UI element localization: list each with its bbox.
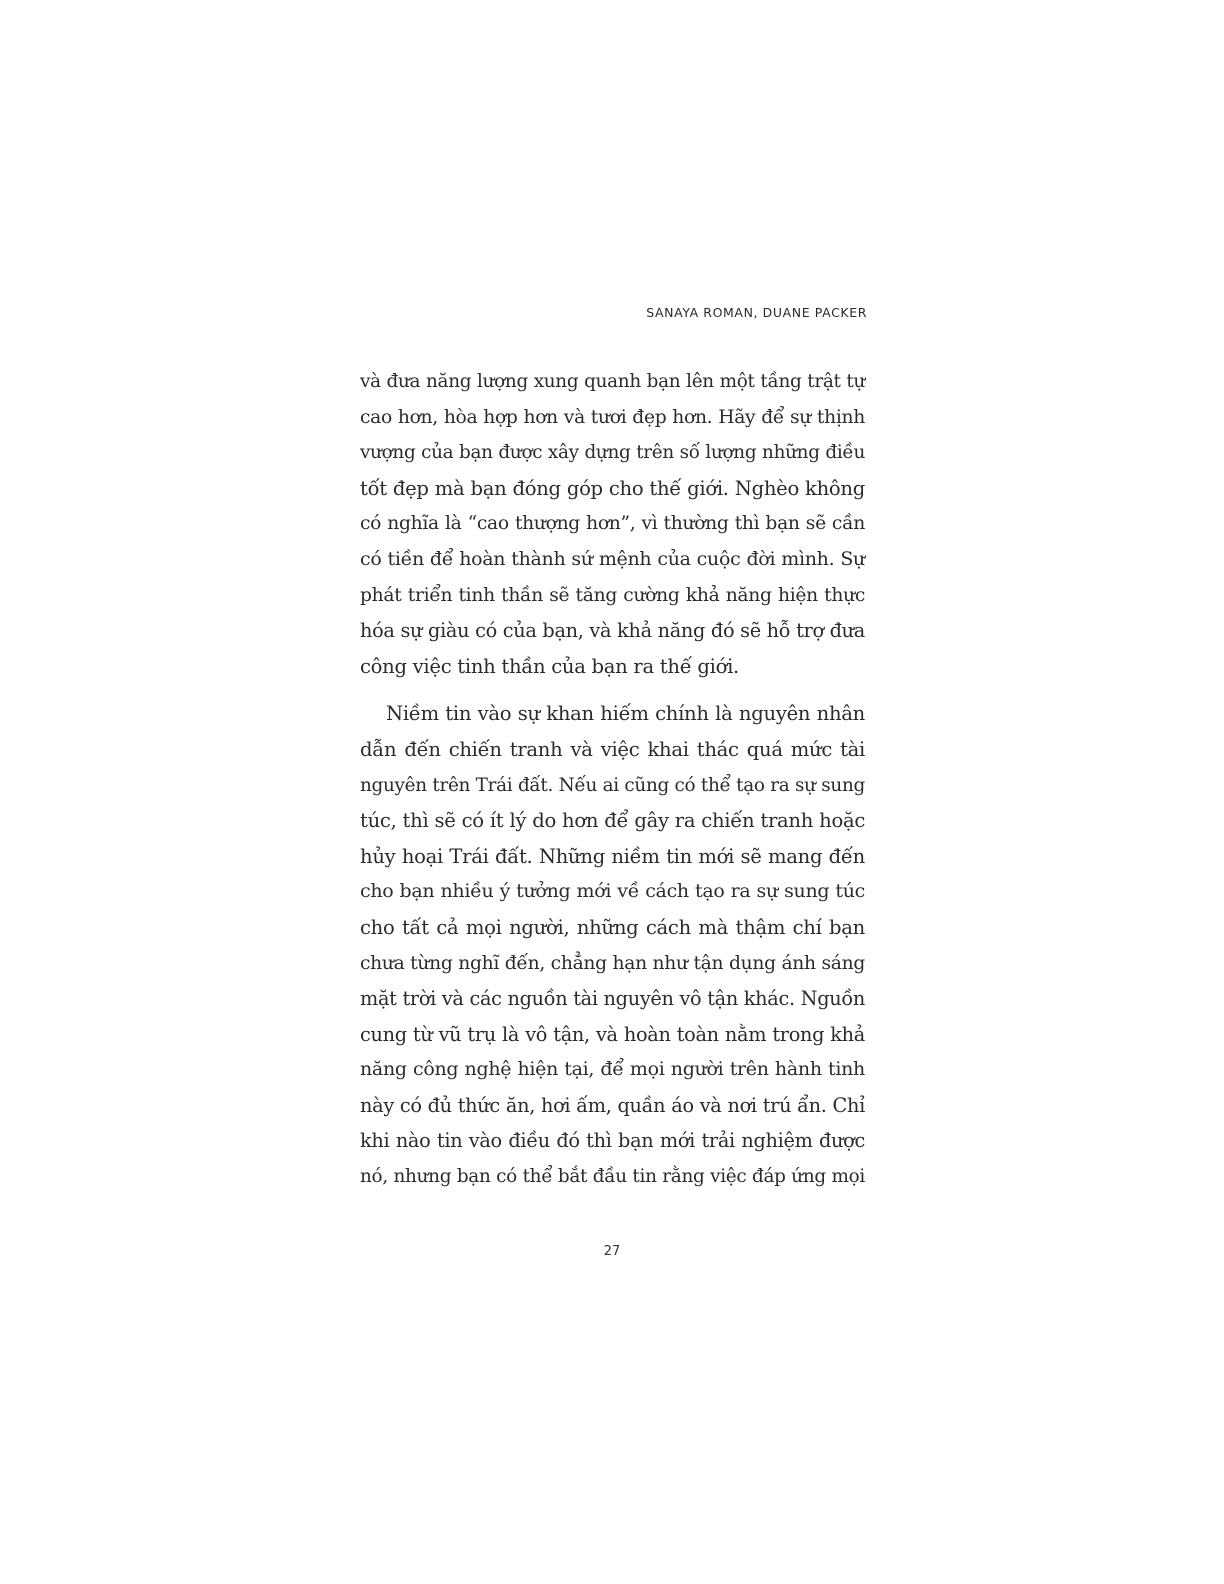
text-line: cho tất cả mọi người, những cách mà thậm chí bạn	[360, 915, 865, 939]
text-line: khi nào tin vào điều đó thì bạn mới trải nghiệm được	[360, 1129, 865, 1153]
text-line: công việc tinh thần của bạn ra thế giới.	[360, 654, 739, 678]
text-line: Niềm tin vào sự khan hiếm chính là nguyên nhân	[386, 702, 865, 726]
text-line: phát triển tinh thần sẽ tăng cường khả năng hiện thực	[360, 584, 865, 606]
text-line: chưa từng nghĩ đến, chẳng hạn như tận dụng ánh sáng	[360, 952, 865, 974]
body-text	[360, 364, 865, 1195]
text-line: nó, nhưng bạn có thể bắt đầu tin rằng việc đáp ứng mọi	[360, 1166, 865, 1188]
text-line: năng công nghệ hiện tại, để mọi người trên hành tinh	[360, 1058, 865, 1081]
text-line: dẫn đến chiến tranh và việc khai thác quá mức tài	[360, 737, 865, 761]
text-line: tốt đẹp mà bạn đóng góp cho thế giới. Nghèo không	[360, 476, 865, 500]
text-line: túc, thì sẽ có ít lý do hơn để gây ra chiến tranh hoặc	[360, 809, 865, 833]
page-number: 27	[603, 1244, 621, 1259]
text-line: vượng của bạn được xây dựng trên số lượng những điều	[360, 442, 865, 464]
text-line: hóa sự giàu có của bạn, và khả năng đó sẽ hỗ trợ đưa	[360, 619, 865, 643]
text-line: cho bạn nhiều ý tưởng mới về cách tạo ra sự sung túc	[360, 880, 865, 903]
text-line: này có đủ thức ăn, hơi ấm, quần áo và nơi trú ẩn. Chỉ	[360, 1093, 865, 1117]
text-line: và đưa năng lượng xung quanh bạn lên một tầng trật tự	[360, 371, 865, 392]
paragraph-1	[360, 364, 865, 684]
text-line: có tiền để hoàn thành sứ mệnh của cuộc đời mình. Sự	[360, 547, 865, 570]
text-line: có nghĩa là “cao thượng hơn”, vì thường thì bạn sẽ cần	[360, 513, 865, 535]
text-line: cung từ vũ trụ là vô tận, và hoàn toàn nằm trong khả	[360, 1022, 865, 1046]
text-line: cao hơn, hòa hợp hơn và tươi đẹp hơn. Hãy để sự thịnh	[360, 406, 865, 428]
paragraph-2	[360, 696, 865, 1194]
running-header: SANAYA ROMAN, DUANE PACKER	[646, 305, 867, 320]
text-line: hủy hoại Trái đất. Những niềm tin mới sẽ mang đến	[360, 844, 865, 868]
text-line: mặt trời và các nguồn tài nguyên vô tận khác. Nguồn	[360, 987, 865, 1011]
text-line: nguyên trên Trái đất. Nếu ai cũng có thể tạo ra sự sung	[360, 774, 865, 796]
